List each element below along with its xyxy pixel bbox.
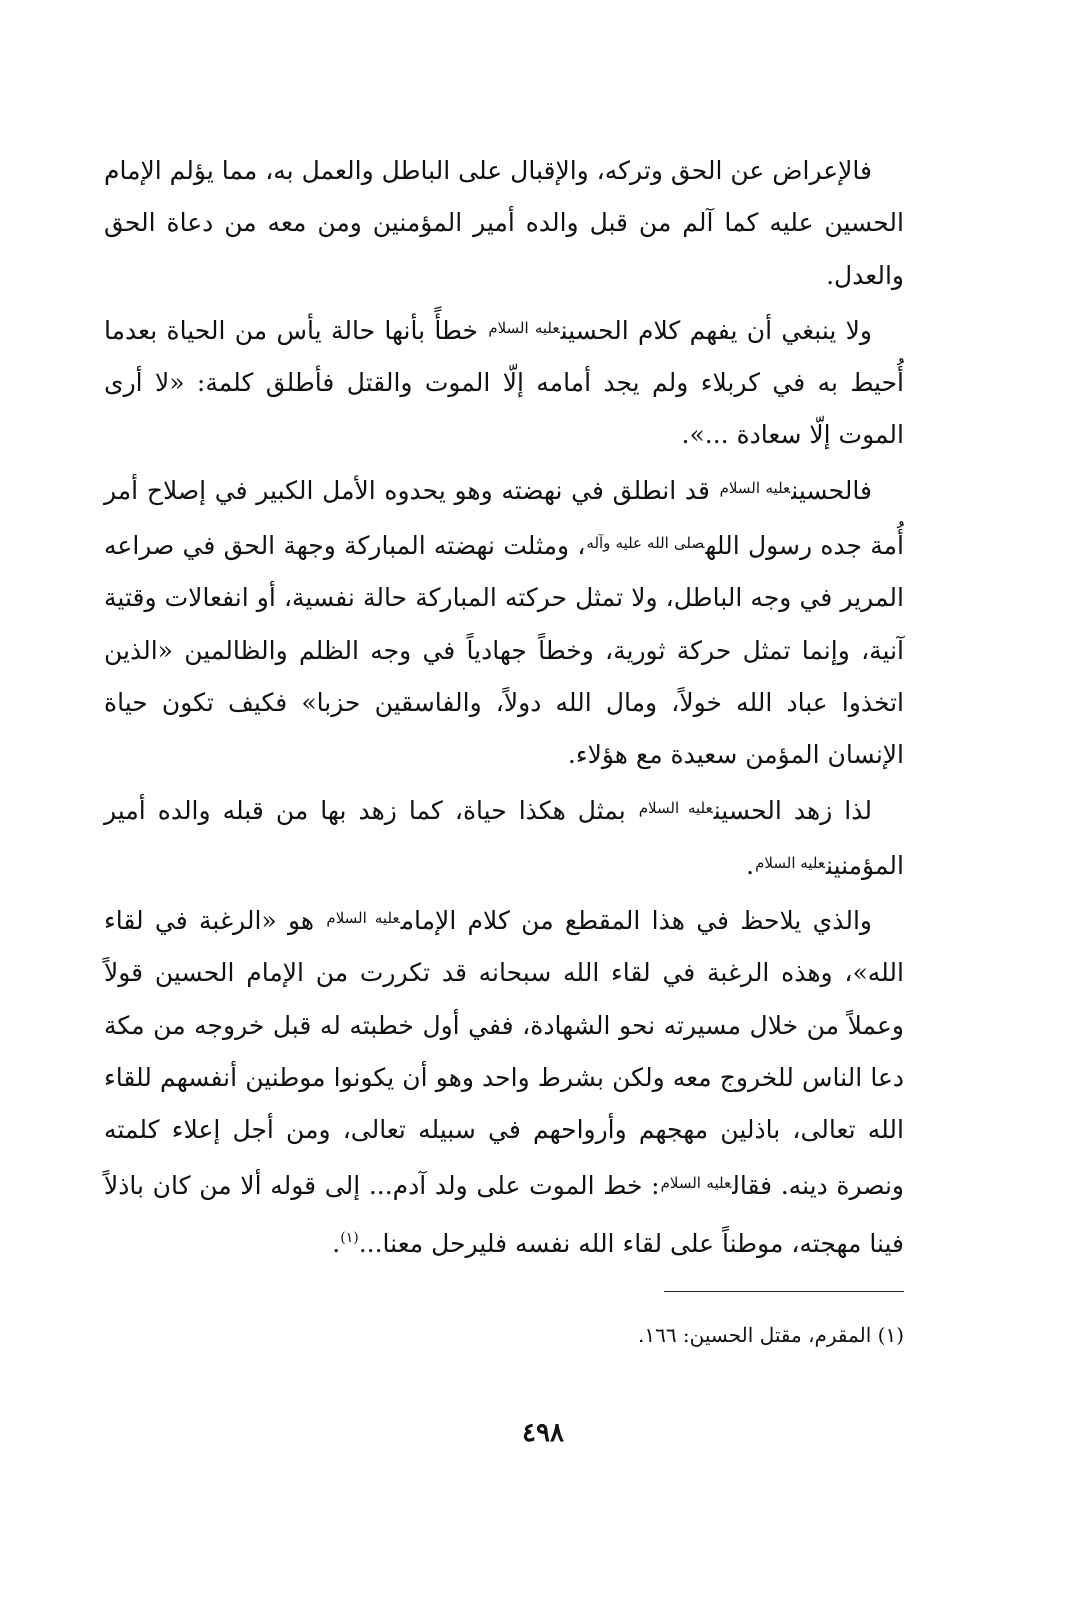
footnote-number: (١) xyxy=(877,1323,904,1347)
paragraph xyxy=(104,145,904,302)
text-segment: خطأً بأنها حالة يأس من الحياة بعدما أُحيط به في كربلاء ولم يجد أمامه إلّا الموت والقتل فأطلق كلمة: «لا أرى الموت إلّا سعادة ...». xyxy=(104,315,904,450)
text-segment: . xyxy=(746,850,755,880)
honorific-symbol: صلى الله عليه وآله xyxy=(586,534,705,553)
paragraph xyxy=(104,462,904,782)
text-segment: : خط الموت على ولد آدم... إلى قوله ألا من كان باذلاً فينا مهجته، موطناً على لقاء الله نفسه فليرحل معنا... xyxy=(104,1170,904,1258)
footnote-reference: (١) xyxy=(340,1229,359,1246)
text-segment: فالحسين xyxy=(791,475,872,505)
honorific-symbol: عليه السلام xyxy=(660,1173,732,1192)
text-segment: بمثل هكذا حياة، كما زهد بها من قبله والده أمير المؤمنين xyxy=(104,795,904,880)
text-segment: ولا ينبغي أن يفهم كلام الحسين xyxy=(560,315,872,345)
footnote-separator xyxy=(664,1291,904,1292)
text-segment: والذي يلاحظ في هذا المقطع من كلام الإمام xyxy=(400,906,872,936)
page-number: ٤٩٨ xyxy=(522,1418,564,1448)
text-segment: قد انطلق في نهضته وهو يحدوه الأمل الكبير في إصلاح أمر أُمة جده رسول الله xyxy=(104,475,904,561)
text-segment: هو «الرغبة في لقاء الله»، وهذه الرغبة في لقاء الله سبحانه قد تكررت من الإمام الحسين قولاً وعملاً من خلال مسيرته نحو الشهادة، ففي أول خطبته له قبل خروجه من مكة دعا الناس للخروج معه ولكن بشرط واحد وهو أن يكونوا موطنين أنفسهم للقاء الله تعالى، باذلين مهجهم وأرواحهم في سبيله تعالى، ومن أجل إعلاء كلمته ونصرة دينه. فقال xyxy=(104,906,904,1200)
honorific-symbol: عليه السلام xyxy=(719,478,791,497)
text-segment: . xyxy=(332,1228,341,1258)
paragraph xyxy=(104,782,904,893)
honorific-symbol: عليه السلام xyxy=(326,909,400,928)
text-segment: ، ومثلت نهضته المباركة وجهة الحق في صراعه المرير في وجه الباطل، ولا تمثل حركته المباركة حالة نفسية، أو انفعالات وقتية آنية، وإنما تمثل حركة ثورية، وخطاً جهادياً في وجه الظلم والظالمين «الذين اتخذوا عباد الله خولاً، ومال الله دولاً، والفاسقين حزبا» فكيف تكون حياة الإنسان المؤمن سعيدة مع هؤلاء. xyxy=(104,531,904,770)
paragraph xyxy=(104,302,904,462)
footnote-text: المقرم، مقتل الحسين: ١٦٦. xyxy=(637,1323,872,1347)
text-segment: فالإعراض عن الحق وتركه، والإقبال على الباطل والعمل به، مما يؤلم الإمام الحسين عليه كما آلم من قبل والده أمير المؤمنين ومن معه من دعاة الحق والعدل. xyxy=(104,156,904,290)
text-segment: لذا زهد الحسين xyxy=(713,795,872,825)
main-text xyxy=(104,145,904,1270)
honorific-symbol: عليه السلام xyxy=(755,853,826,872)
paragraph xyxy=(104,892,904,1270)
honorific-symbol: عليه السلام xyxy=(638,798,713,817)
footnote xyxy=(404,1320,904,1350)
honorific-symbol: عليه السلام xyxy=(488,318,560,337)
